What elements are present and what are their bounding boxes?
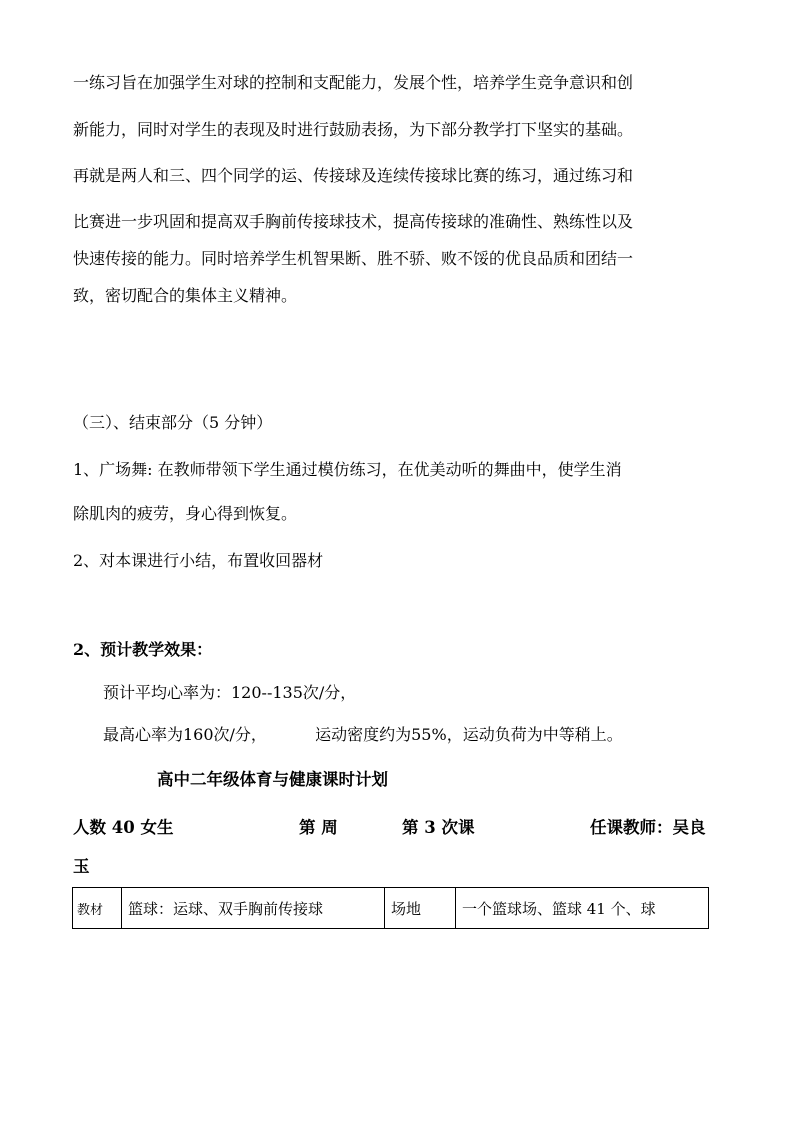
material-value: 篮球：运球、双手胸前传接球: [122, 888, 385, 929]
section3-item1-line1: 1、广场舞: 在教师带领下学生通过模仿练习，在优美动听的舞曲中，使学生消: [73, 460, 622, 479]
paragraph-line: 快速传接的能力。同时培养学生机智果断、胜不骄、败不馁的优良品质和团结一: [73, 249, 634, 268]
max-rate-line: [103, 725, 763, 745]
plan-info-row: [73, 814, 721, 836]
paragraph-line: 比赛进一步巩固和提高双手胸前传接球技术，提高传接球的准确性、熟练性以及: [73, 212, 634, 231]
students-count: 人数 40 女生: [73, 818, 174, 837]
section3-heading: （三）、结束部分（5 分钟）: [73, 413, 273, 432]
section3-item2: 2、对本课进行小结，布置收回器材: [73, 551, 324, 570]
density-text: 运动密度约为55%，运动负荷为中等稍上。: [315, 725, 623, 744]
teacher-name-continued: 玉: [73, 857, 90, 876]
lesson-number: 第 3 次课: [402, 818, 475, 837]
paragraph-line: 致，密切配合的集体主义精神。: [73, 286, 298, 305]
week-label: 第 周: [299, 818, 338, 837]
lesson-plan-table: [72, 887, 709, 929]
venue-label: 场地: [385, 888, 456, 929]
plan-title: 高中二年级体育与健康课时计划: [157, 770, 388, 789]
effect-heading: 2、预计教学效果：: [73, 640, 213, 659]
section3-item1-line2: 除肌肉的疲劳，身心得到恢复。: [73, 504, 298, 523]
paragraph-line: 再就是两人和三、四个同学的运、传接球及连续传接球比赛的练习，通过练习和: [73, 166, 634, 185]
teacher-name: 任课教师：吴良: [590, 818, 706, 837]
venue-value: 一个篮球场、篮球 41 个、球: [456, 888, 709, 929]
max-rate-text: 最高心率为160次/分，: [103, 725, 267, 744]
paragraph-line: 一练习旨在加强学生对球的控制和支配能力，发展个性，培养学生竞争意识和创: [73, 73, 634, 92]
material-label: 教材: [73, 888, 122, 929]
paragraph-line: 新能力，同时对学生的表现及时进行鼓励表扬，为下部分教学打下坚实的基础。: [73, 120, 634, 139]
heart-rate-text: 预计平均心率为：120--135次/分，: [103, 683, 357, 702]
table-row: [73, 888, 709, 929]
